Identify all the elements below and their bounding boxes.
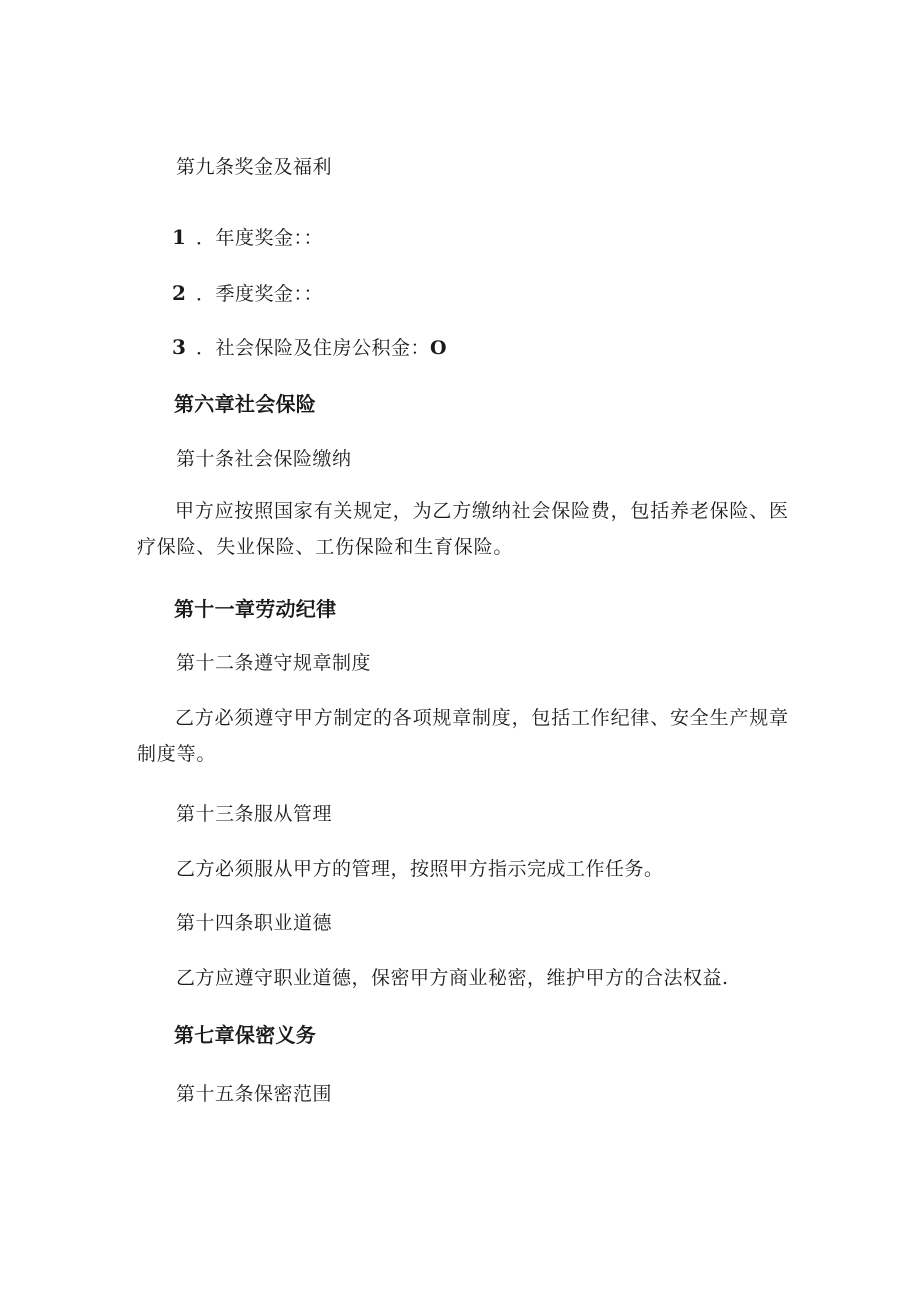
list-item-text: ．季度奖金：： xyxy=(196,283,324,305)
article-13-title: 第十三条服从管理 xyxy=(176,803,333,825)
chapter-11-heading: 第十一章劳动纪律 xyxy=(174,597,337,621)
list-item-1 xyxy=(172,224,323,251)
article-12-title: 第十二条遵守规章制度 xyxy=(176,652,372,674)
list-item-2 xyxy=(172,280,323,307)
list-item-text: ．年度奖金：： xyxy=(196,227,324,249)
list-item-number: 2 xyxy=(172,281,187,305)
chapter-7-heading: 第七章保密义务 xyxy=(174,1023,317,1047)
chapter-6-heading: 第六章社会保险 xyxy=(174,392,317,416)
article-9-title: 第九条奖金及福利 xyxy=(176,156,333,178)
list-item-ending: O xyxy=(430,337,448,359)
list-item-3 xyxy=(172,334,447,361)
list-item-text: ．社会保险及住房公积金： xyxy=(196,337,431,359)
article-12-body: 乙方必须遵守甲方制定的各项规章制度，包括工作纪律、安全生产规章制度等。 xyxy=(137,707,789,765)
article-15-title: 第十五条保密范围 xyxy=(176,1083,333,1105)
article-13-body: 乙方必须服从甲方的管理，按照甲方指示完成工作任务。 xyxy=(176,858,664,880)
article-14-body: 乙方应遵守职业道德，保密甲方商业秘密，维护甲方的合法权益. xyxy=(176,967,729,989)
list-item-number: 1 xyxy=(172,225,187,249)
article-14-title: 第十四条职业道德 xyxy=(176,912,333,934)
article-10-title: 第十条社会保险缴纳 xyxy=(176,448,352,470)
article-10-body: 甲方应按照国家有关规定，为乙方缴纳社会保险费，包括养老保险、医疗保险、失业保险、工伤保险和生育保险。 xyxy=(137,500,789,558)
list-item-number: 3 xyxy=(172,335,187,359)
